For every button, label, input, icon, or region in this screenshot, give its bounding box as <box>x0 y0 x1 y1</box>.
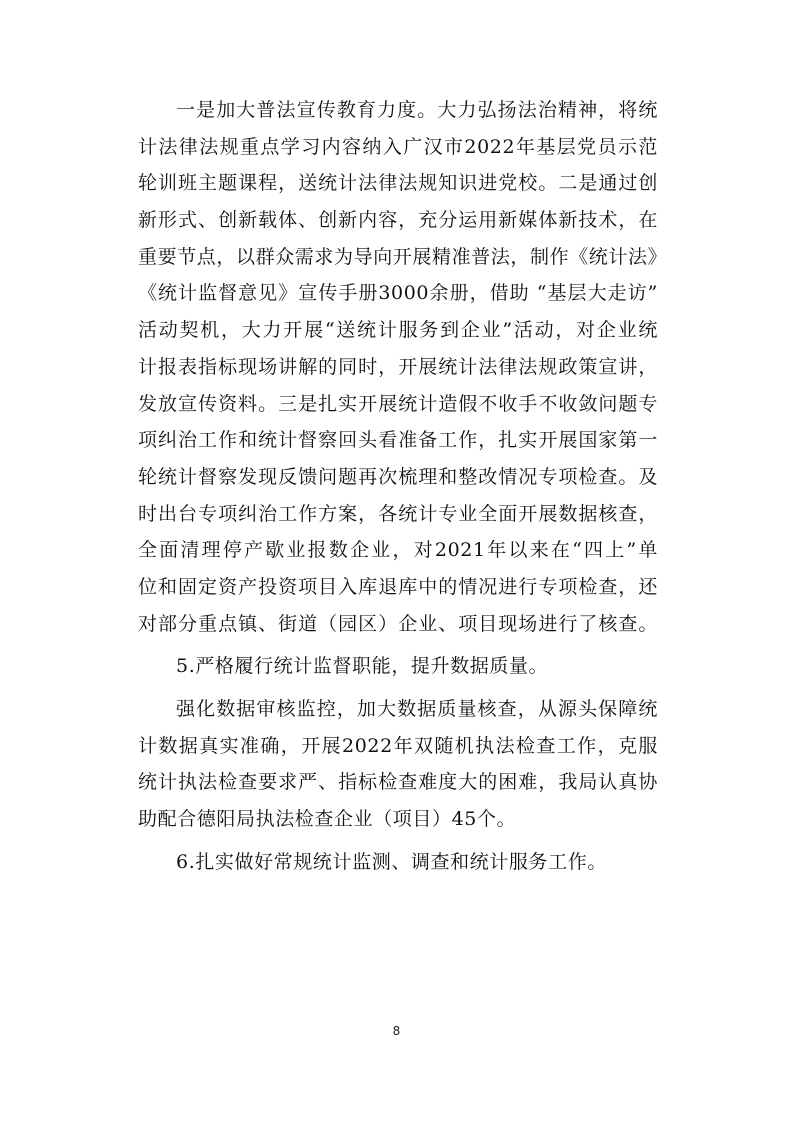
text-line: 位和固定资产投资项目入库退库中的情况进行专项检查，还 <box>138 575 658 598</box>
text-line: 助配合德阳局执法检查企业（项目）45个。 <box>138 808 517 831</box>
text-line: 对部分重点镇、街道（园区）企业、项目现场进行了核查。 <box>138 612 658 635</box>
text-line: 计数据真实准确，开展2022年双随机执法检查工作，克服 <box>138 734 658 757</box>
text-line: 轮训班主题课程，送统计法律法规知识进党校。二是通过创 <box>138 172 658 195</box>
text-line: 时出台专项纠治工作方案，各统计专业全面开展数据核查， <box>138 502 658 525</box>
text-line: 活动契机，大力开展“送统计服务到企业”活动，对企业统 <box>138 319 658 342</box>
text-line: 《统计监督意见》宣传手册3000余册，借助 “基层大走访” <box>138 282 658 305</box>
section-heading-5: 5.严格履行统计监督职能，提升数据质量。 <box>176 655 549 678</box>
text-line: 全面清理停产歇业报数企业，对2021年以来在“四上”单 <box>138 539 658 562</box>
page-number: 8 <box>392 1024 401 1038</box>
paragraph-data-review <box>138 691 658 838</box>
text-line: 轮统计督察发现反馈问题再次梳理和整改情况专项检查。及 <box>138 465 658 488</box>
text-line: 计报表指标现场讲解的同时，开展统计法律法规政策宣讲， <box>138 355 658 378</box>
text-line: 发放宣传资料。三是扎实开展统计造假不收手不收敛问题专 <box>138 392 658 415</box>
body-text <box>138 92 668 880</box>
text-line: 重要节点，以群众需求为导向开展精准普法，制作《统计法》 <box>138 245 668 268</box>
section-heading-6: 6.扎实做好常规统计监测、调查和统计服务工作。 <box>176 850 607 873</box>
text-line: 新形式、创新载体、创新内容，充分运用新媒体新技术，在 <box>138 209 658 232</box>
text-line: 计法律法规重点学习内容纳入广汉市2022年基层党员示范 <box>138 135 658 158</box>
text-line: 强化数据审核监控，加大数据质量核查，从源头保障统 <box>176 698 658 720</box>
text-line: 一是加大普法宣传教育力度。大力弘扬法治精神，将统 <box>176 99 658 121</box>
text-line: 项纠治工作和统计督察回头看准备工作，扎实开展国家第一 <box>138 429 658 452</box>
paragraph-public-education <box>138 92 668 642</box>
text-line: 统计执法检查要求严、指标检查难度大的困难，我局认真协 <box>138 771 658 794</box>
